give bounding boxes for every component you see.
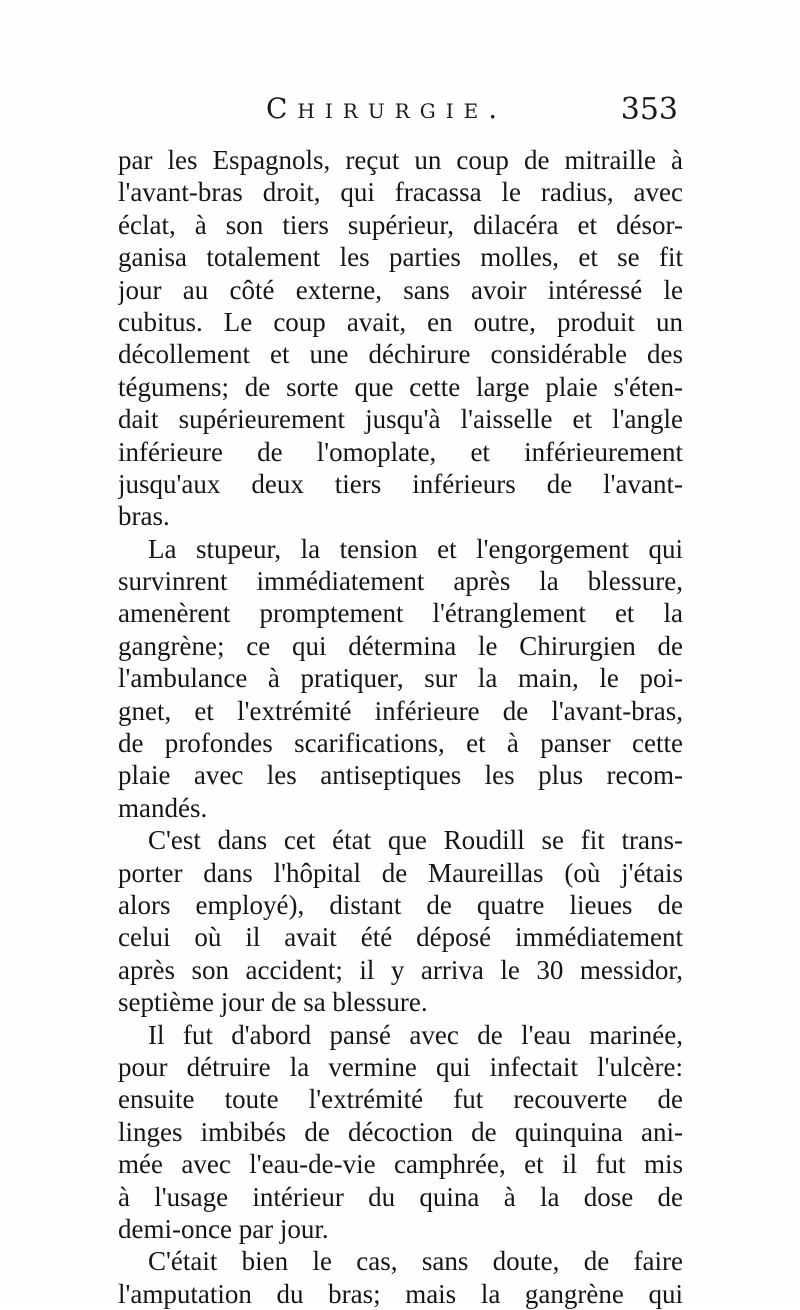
text-line: alors employé), distant de quatre lieues de xyxy=(118,889,683,920)
body-text xyxy=(118,144,683,1310)
text-line: celui où il avait été déposé immédiatement xyxy=(118,922,683,953)
text-line: tégumens; de sorte que cette large plaie s'éten- xyxy=(118,371,683,402)
text-line: gnet, et l'extrémité inférieure de l'avant-bras, xyxy=(118,695,683,726)
text-line: septième jour de sa blessure. xyxy=(118,987,428,1018)
text-line: C'était bien le cas, sans doute, de faire xyxy=(148,1246,683,1277)
text-line: linges imbibés de décoction de quinquina ani- xyxy=(118,1116,683,1147)
text-line: ensuite toute l'extrémité fut recouverte de xyxy=(118,1084,683,1115)
text-line: l'ambulance à pratiquer, sur la main, le poi- xyxy=(118,663,683,694)
text-line: ganisa totalement les parties molles, et se fit xyxy=(118,242,683,273)
text-line: jusqu'aux deux tiers inférieurs de l'avant- xyxy=(118,468,683,499)
text-line: par les Espagnols, reçut un coup de mitraille à xyxy=(118,145,683,175)
text-line: à l'usage intérieur du quina à la dose de xyxy=(118,1181,683,1212)
text-line: demi-once par jour. xyxy=(118,1213,329,1244)
page-number: 353 xyxy=(620,92,678,127)
text-line: C'est dans cet état que Roudill se fit trans- xyxy=(148,825,683,856)
text-line: dait supérieurement jusqu'à l'aisselle et l'angle xyxy=(118,404,683,435)
text-line: plaie avec les antiseptiques les plus recom- xyxy=(118,760,683,791)
text-line: mée avec l'eau-de-vie camphrée, et il fut mis xyxy=(118,1149,683,1180)
text-line: l'avant-bras droit, qui fracassa le radius, avec xyxy=(118,177,683,208)
text-line: gangrène; ce qui détermina le Chirurgien de xyxy=(118,630,683,661)
text-line: l'amputation du bras; mais la gangrène qui xyxy=(118,1278,683,1309)
text-line: porter dans l'hôpital de Maureillas (où j'étais xyxy=(118,857,683,888)
running-head: Chirurgie. xyxy=(266,92,508,125)
text-line: cubitus. Le coup avait, en outre, produit un xyxy=(118,306,683,337)
text-line: pour détruire la vermine qui infectait l'ulcère: xyxy=(118,1051,683,1082)
text-line: mandés. xyxy=(118,792,208,823)
text-line: éclat, à son tiers supérieur, dilacéra et désor- xyxy=(118,209,683,240)
text-line: Il fut d'abord pansé avec de l'eau marinée, xyxy=(148,1019,683,1050)
text-line: après son accident; il y arriva le 30 messidor, xyxy=(118,954,683,985)
page-header xyxy=(118,92,678,136)
text-line: décollement et une déchirure considérable des xyxy=(118,339,683,370)
text-line: bras. xyxy=(118,501,170,532)
text-line: inférieure de l'omoplate, et inférieurement xyxy=(118,436,683,467)
text-line: jour au côté externe, sans avoir intéressé le xyxy=(118,274,683,305)
text-line: de profondes scarifications, et à panser cette xyxy=(118,728,683,759)
text-line: survinrent immédiatement après la blessure, xyxy=(118,566,683,597)
text-line: amenèrent promptement l'étranglement et la xyxy=(118,598,683,629)
text-line: La stupeur, la tension et l'engorgement qui xyxy=(148,533,683,564)
